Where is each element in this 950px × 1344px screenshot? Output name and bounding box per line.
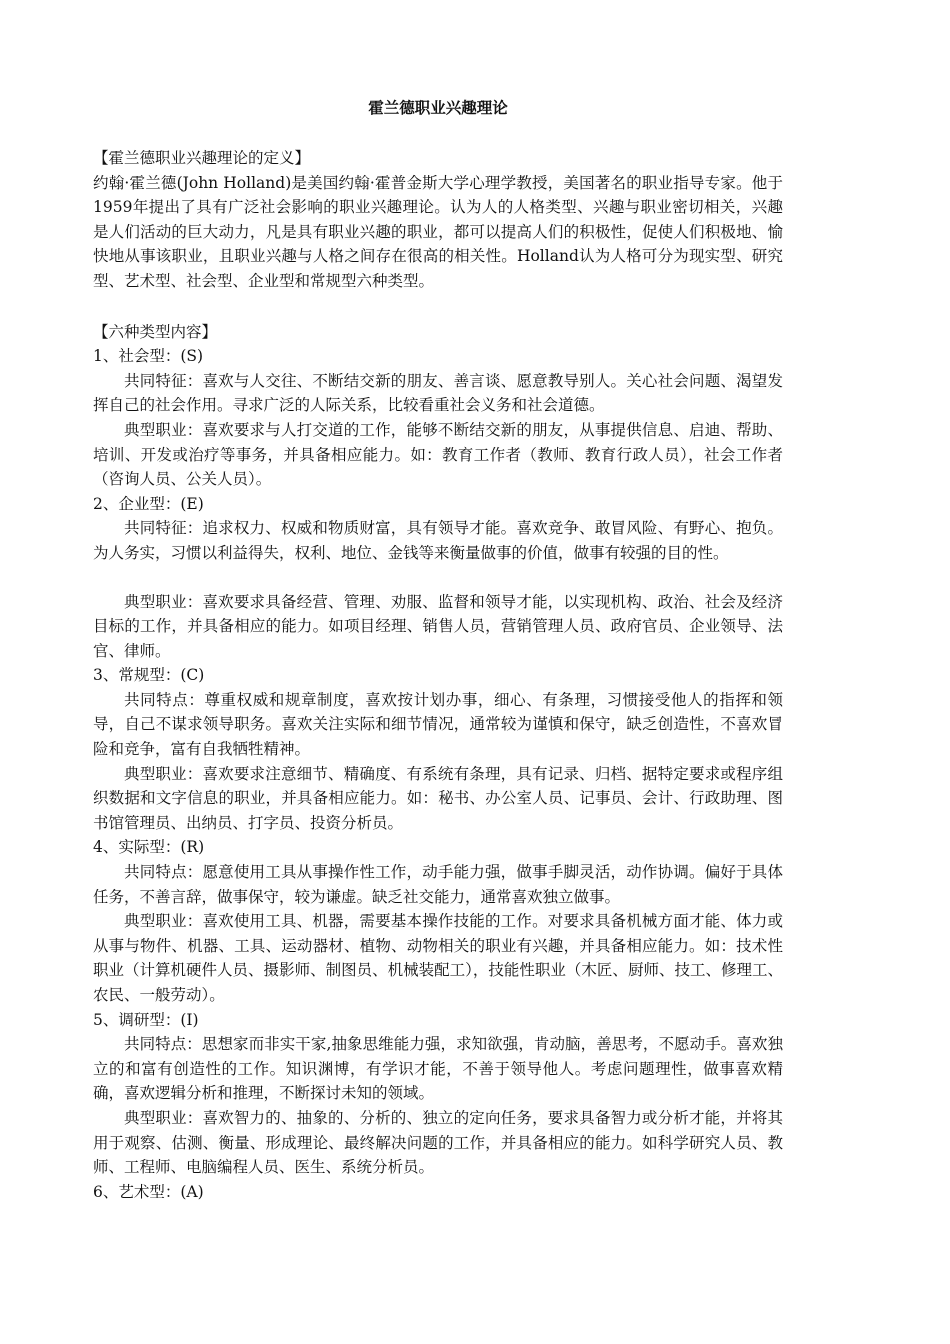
paragraph-spacer	[93, 566, 783, 590]
type-features-realistic: 共同特点：愿意使用工具从事操作性工作，动手能力强，做事手脚灵活，动作协调。偏好于具体任务，不善言辞，做事保守，较为谦虚。缺乏社交能力，通常喜欢独立做事。	[93, 863, 783, 906]
type-heading-conventional: 3、常规型：(C)	[93, 666, 205, 685]
type-jobs-conventional: 典型职业：喜欢要求注意细节、精确度、有系统有条理，具有记录、归档、据特定要求或程序组织数据和文字信息的职业，并具备相应能力。如：秘书、办公室人员、记事员、会计、行政助理、图书馆管理员、出纳员、打字员、投资分析员。	[93, 764, 783, 832]
type-features-enterprising: 共同特征：追求权力、权威和物质财富，具有领导才能。喜欢竞争、敢冒风险、有野心、抱负。为人务实，习惯以利益得失，权利、地位、金钱等来衡量做事的价值，做事有较强的目的性。	[93, 519, 783, 562]
definition-heading: 【霍兰德职业兴趣理论的定义】	[93, 149, 311, 167]
document-page	[93, 96, 783, 1204]
definition-paragraph: 约翰·霍兰德(John Holland)是美国约翰·霍普金斯大学心理学教授，美国著名的职业指导专家。他于1959年提出了具有广泛社会影响的职业兴趣理论。认为人的人格类型、兴趣与职业密切相关，兴趣是人们活动的巨大动力，凡是具有职业兴趣的职业，都可以提高人们的积极性，促使人们积极地、愉快地从事该职业，且职业兴趣与人格之间存在很高的相关性。Holland认为人格可分为现实型、研究型、艺术型、社会型、企业型和常规型六种类型。	[93, 173, 783, 290]
type-features-conventional: 共同特点：尊重权威和规章制度，喜欢按计划办事，细心、有条理，习惯接受他人的指挥和领导，自己不谋求领导职务。喜欢关注实际和细节情况，通常较为谨慎和保守，缺乏创造性，不喜欢冒险和竞争，富有自我牺牲精神。	[93, 690, 783, 759]
type-heading-investigative: 5、调研型：(I)	[93, 1010, 199, 1029]
type-features-investigative: 共同特点：思想家而非实干家,抽象思维能力强，求知欲强，肯动脑，善思考，不愿动手。喜欢独立的和富有创造性的工作。知识渊博，有学识才能，不善于领导他人。考虑问题理性，做事喜欢精确，喜欢逻辑分析和推理，不断探讨未知的领域。	[93, 1035, 783, 1103]
type-jobs-realistic: 典型职业：喜欢使用工具、机器，需要基本操作技能的工作。对要求具备机械方面才能、体力或从事与物件、机器、工具、运动器材、植物、动物相关的职业有兴趣，并具备相应能力。如：技术性职业（计算机硬件人员、摄影师、制图员、机械装配工），技能性职业（木匠、厨师、技工、修理工、农民、一般劳动）。	[93, 912, 783, 1004]
type-heading-artistic: 6、艺术型：(A)	[93, 1182, 204, 1201]
type-jobs-social: 典型职业：喜欢要求与人打交道的工作，能够不断结交新的朋友，从事提供信息、启迪、帮助、培训、开发或治疗等事务，并具备相应能力。如：教育工作者（教师、教育行政人员），社会工作者（咨询人员、公关人员）。	[93, 420, 783, 489]
type-heading-social: 1、社会型：(S)	[93, 347, 204, 366]
types-heading: 【六种类型内容】	[93, 322, 218, 341]
section-spacer	[93, 294, 783, 320]
type-jobs-enterprising: 典型职业：喜欢要求具备经营、管理、劝服、监督和领导才能，以实现机构、政治、社会及经济目标的工作，并具备相应的能力。如项目经理、销售人员，营销管理人员、政府官员、企业领导、法官、律师。	[93, 592, 783, 660]
type-jobs-investigative: 典型职业：喜欢智力的、抽象的、分析的、独立的定向任务，要求具备智力或分析才能，并将其用于观察、估测、衡量、形成理论、最终解决问题的工作，并具备相应的能力。如科学研究人员、教师、工程师、电脑编程人员、医生、系统分析员。	[93, 1108, 783, 1177]
document-title: 霍兰德职业兴趣理论	[368, 99, 508, 117]
type-features-social: 共同特征：喜欢与人交往、不断结交新的朋友、善言谈、愿意教导别人。关心社会问题、渴望发挥自己的社会作用。寻求广泛的人际关系，比较看重社会义务和社会道德。	[93, 371, 783, 415]
type-heading-realistic: 4、实际型：(R)	[93, 838, 205, 857]
type-heading-enterprising: 2、企业型：(E)	[93, 494, 204, 513]
